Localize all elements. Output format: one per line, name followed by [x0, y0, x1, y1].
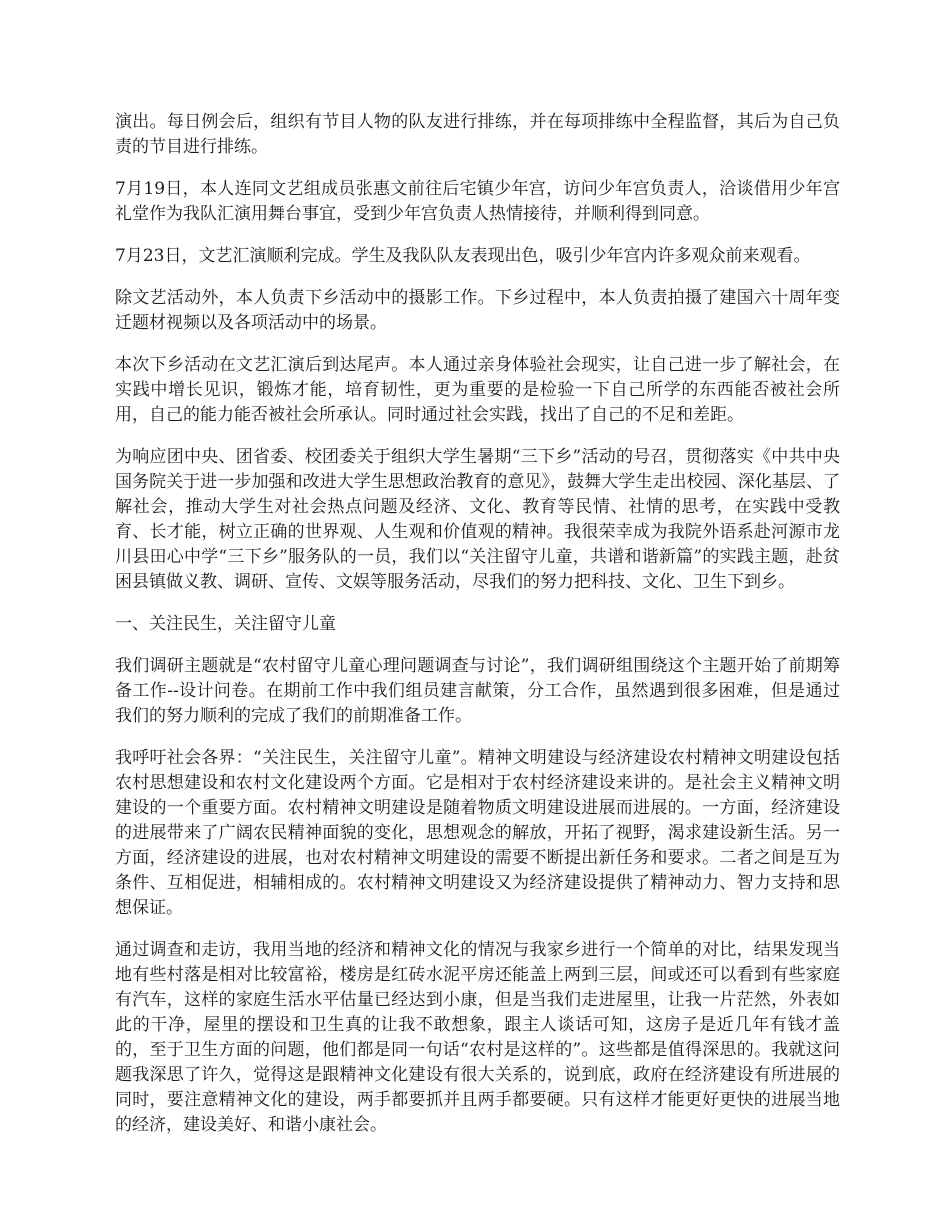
paragraph-photography: 除文艺活动外，本人负责下乡活动中的摄影工作。下乡过程中，本人负责拍摄了建国六十周年变迁题材视频以及各项活动中的场景。	[115, 288, 840, 333]
paragraph-conclusion: 本次下乡活动在文艺汇演后到达尾声。本人通过亲身体验社会现实，让自己进一步了解社会，在实践中增长见识，锻炼才能，培育韧性，更为重要的是检验一下自己所学的东西能否被社会所用，自己的能力能否被社会所承认。同时通过社会实践，找出了自己的不足和差距。	[115, 355, 840, 425]
document-body	[115, 110, 840, 1155]
paragraph-investigation: 通过调查和走访，我用当地的经济和精神文化的情况与我家乡进行一个简单的对比，结果发现当地有些村落是相对比较富裕，楼房是红砖水泥平房还能盖上两到三层，间或还可以看到有些家庭有汽车，这样的家庭生活水平估量已经达到小康，但是当我们走进屋里，让我一片茫然，外表如此的干净，屋里的摆设和卫生真的让我不敢想象，跟主人谈话可知，这房子是近几年有钱才盖的，至于卫生方面的问题，他们都是同一句话“农村是这样的”。这些都是值得深思的。我就这问题我深思了许久，觉得这是跟精神文化建设有很大关系的，说到底，政府在经济建设有所进展的同时，要注意精神文化的建设，两手都要抓并且两手都要硬。只有这样才能更好更快的进展当地的经济，建设美好、和谐小康社会。	[115, 940, 840, 1135]
paragraph-july-23: 7月23日，文艺汇演顺利完成。学生及我队队友表现出色，吸引少年宫内许多观众前来观看。	[115, 246, 811, 266]
section-heading: 一、关注民生，关注留守儿童	[115, 614, 336, 634]
paragraph-appeal: 我呼吁社会各界：“关注民生，关注留守儿童”。精神文明建设与经济建设农村精神文明建设包括农村思想建设和农村文化建设两个方面。它是相对于农村经济建设来讲的。是社会主义精神文明建设的一个重要方面。农村精神文明建设是随着物质文明建设进展而进展的。一方面，经济建设的进展带来了广阔农民精神面貌的变化，思想观念的解放，开拓了视野，渴求建设新生活。另一方面，经济建设的进展，也对农村精神文明建设的需要不断提出新任务和要求。二者之间是互为条件、互相促进，相辅相成的。农村精神文明建设又为经济建设提供了精神动力、智力支持和思想保证。	[115, 748, 840, 918]
paragraph-rehearsal: 演出。每日例会后，组织有节目人物的队友进行排练，并在每项排练中全程监督，其后为自己负责的节目进行排练。	[115, 112, 840, 157]
paragraph-background: 为响应团中央、团省委、校团委关于组织大学生暑期“三下乡”活动的号召，贯彻落实《中共中央国务院关于进一步加强和改进大学生思想政治教育的意见》，鼓舞大学生走出校园、深化基层、了解社会，推动大学生对社会热点问题及经济、文化、教育等民情、社情的思考，在实践中受教育、长才能，树立正确的世界观、人生观和价值观的精神。我很荣幸成为我院外语系赴河源市龙川县田心中学“三下乡”服务队的一员，我们以“关注留守儿童，共谱和谐新篇”的实践主题，赴贫困县镇做义教、调研、宣传、文娱等服务活动，尽我们的努力把科技、文化、卫生下到乡。	[115, 447, 840, 592]
paragraph-july-19: 7月19日，本人连同文艺组成员张惠文前往后宅镇少年宫，访问少年宫负责人，洽谈借用少年宫礼堂作为我队汇演用舞台事宜，受到少年宫负责人热情接待，并顺利得到同意。	[115, 179, 840, 224]
paragraph-survey-theme: 我们调研主题就是“农村留守儿童心理问题调查与讨论”，我们调研组围绕这个主题开始了前期筹备工作--设计问卷。在期前工作中我们组员建言献策，分工合作，虽然遇到很多困难，但是通过我们的努力顺利的完成了我们的前期准备工作。	[115, 656, 840, 726]
